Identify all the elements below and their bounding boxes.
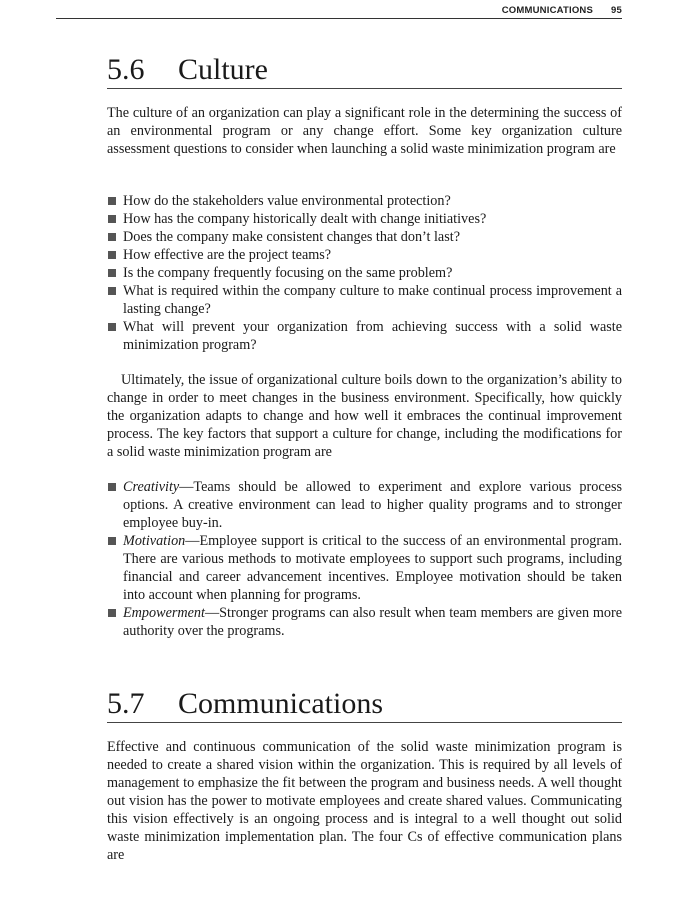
factor-text: —Teams should be allowed to experiment and explore various process options. A creative environment can lead to higher quality programs and to stronger employee buy-in.: [123, 479, 622, 531]
factor-text: —Stronger programs can also result when team members are given more authority over the programs.: [123, 605, 622, 639]
factor-term: Creativity: [123, 479, 180, 495]
list-item: [107, 478, 622, 532]
section-heading-culture: [107, 53, 622, 89]
square-bullet-icon: [108, 537, 116, 545]
section-heading-communications: [107, 687, 622, 723]
section-title: Communications: [178, 687, 383, 720]
square-bullet-icon: [108, 215, 116, 223]
list-item-text: How do the stakeholders value environmental protection?: [123, 193, 451, 209]
square-bullet-icon: [108, 269, 116, 277]
running-header: [56, 0, 622, 19]
square-bullet-icon: [108, 323, 116, 331]
list-item: [107, 264, 622, 282]
section-title: Culture: [178, 53, 268, 86]
list-item-text: How has the company historically dealt with change initiatives?: [123, 211, 487, 227]
square-bullet-icon: [108, 197, 116, 205]
running-header-text: [502, 5, 622, 16]
list-item: [107, 228, 622, 246]
culture-followup-paragraph: Ultimately, the issue of organizational culture boils down to the organization’s ability to change in order to meet changes in the business environment. Specifically, how quickly the organization adapts to change and how well it embraces the continual improvement process. The key factors that support a culture for change, including the modifications for a solid waste minimization program are: [107, 372, 622, 460]
factor-term: Empowerment: [123, 605, 205, 621]
list-item-text: How effective are the project teams?: [123, 247, 332, 263]
list-item: [107, 318, 622, 354]
list-item-text: Is the company frequently focusing on the same problem?: [123, 265, 453, 281]
list-item: [107, 210, 622, 228]
square-bullet-icon: [108, 251, 116, 259]
section-number: 5.7: [107, 687, 145, 720]
list-item: [107, 282, 622, 318]
section-number: 5.6: [107, 53, 145, 86]
culture-intro-paragraph: The culture of an organization can play a significant role in the determining the success of an environmental program or any change effort. Some key organization culture assessment questions to consider when launching a solid waste minimization program are: [107, 105, 622, 157]
list-item: [107, 604, 622, 640]
square-bullet-icon: [108, 287, 116, 295]
culture-factors-list: [107, 478, 622, 640]
square-bullet-icon: [108, 609, 116, 617]
list-item-text: Does the company make consistent changes that don’t last?: [123, 229, 460, 245]
square-bullet-icon: [108, 233, 116, 241]
factor-term: Motivation: [123, 533, 186, 549]
communications-paragraph: Effective and continuous communication of the solid waste minimization program is needed to create a shared vision within the organization. This is required by all levels of management to emphasize the fit between the program and business needs. A well thought out vision has the power to motivate employees and create shared values. Communicating this vision effectively is an ongoing process and is integral to a well thought out solid waste minimization implementation plan. The four Cs of effective communication plans are: [107, 739, 622, 863]
list-item: [107, 246, 622, 264]
square-bullet-icon: [108, 483, 116, 491]
list-item-text: What is required within the company culture to make continual process improvement a lasting change?: [123, 283, 622, 317]
page-number: 95: [611, 5, 622, 16]
list-item: [107, 192, 622, 210]
running-title: COMMUNICATIONS: [501, 5, 594, 16]
list-item-text: What will prevent your organization from achieving success with a solid waste minimization program?: [123, 319, 622, 353]
factor-text: —Employee support is critical to the success of an environmental program. There are various methods to motivate employees to support such programs, including financial and career advancement incentives. Employee motivation should be taken into account when planning for programs.: [123, 533, 622, 603]
list-item: [107, 532, 622, 604]
culture-questions-list: [107, 192, 622, 354]
